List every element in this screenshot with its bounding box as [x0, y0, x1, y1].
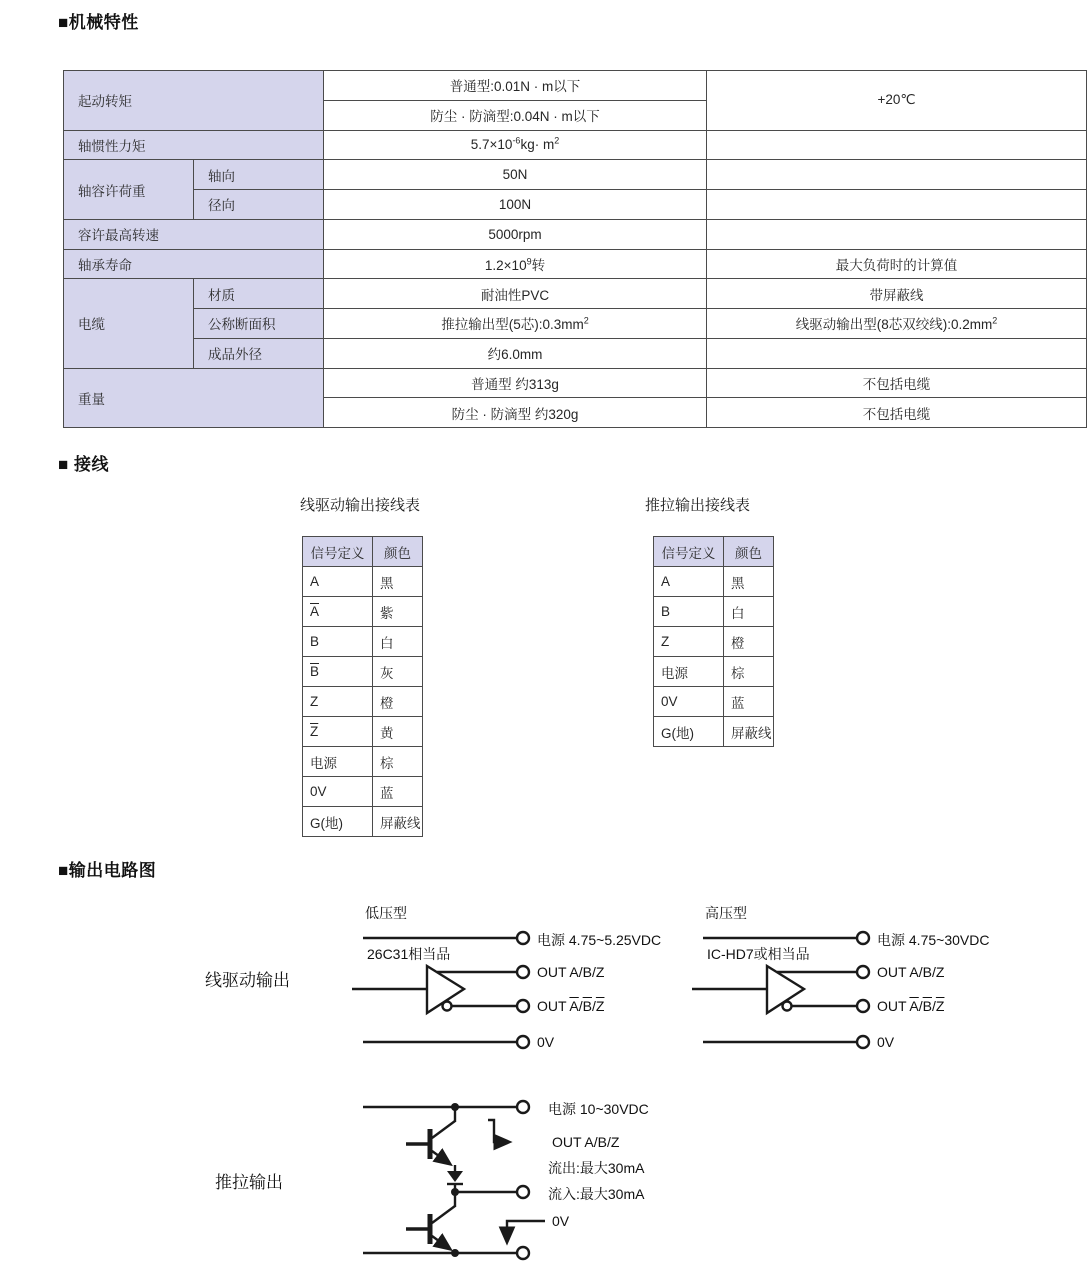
color-cell: 灰 — [373, 657, 423, 687]
sub-label-axial: 轴向 — [194, 160, 324, 190]
line-driver-output-label: 线驱动输出 — [205, 971, 290, 990]
value-base: 1.2×10 — [484, 257, 527, 273]
row-label-shaft-load: 轴容许荷重 — [64, 160, 194, 220]
wiring-section-title: ■ 接线 — [58, 455, 109, 474]
slash: / — [918, 998, 923, 1014]
slash: / — [932, 998, 936, 1014]
color-cell: 蓝 — [373, 777, 423, 807]
signal-text: $\overline{B}$ — [310, 664, 320, 679]
signal-text: A — [310, 574, 320, 589]
value-base: 5.7×10 — [470, 137, 513, 153]
terminal-icon — [857, 1000, 869, 1012]
low-voltage-chip-label: 26C31相当品 — [367, 946, 451, 962]
value-exponent: -6 — [512, 135, 521, 146]
value-unit: kg· m — [520, 137, 555, 153]
color-cell: 屏蔽线 — [724, 717, 774, 747]
terminal-icon — [517, 1186, 529, 1198]
signal-text: B — [310, 634, 320, 649]
value-exponent: 9 — [526, 256, 532, 267]
signal-cell: B — [654, 597, 724, 627]
row-label-inertia: 轴惯性力矩 — [64, 130, 324, 160]
inverter-bubble-icon — [443, 1002, 452, 1011]
high-voltage-zero-label: 0V — [877, 1034, 895, 1050]
weight-normal-note: 不包括电缆 — [707, 368, 1087, 398]
radial-load-value: 100N — [324, 190, 707, 220]
push-pull-power-label: 电源 10~30VDC — [548, 1101, 649, 1117]
value-exponent: 2 — [992, 315, 998, 326]
push-pull-zero-label: 0V — [552, 1213, 570, 1229]
signal-cell: G(地) — [654, 717, 724, 747]
inverter-bubble-icon — [783, 1002, 792, 1011]
sub-label-cross-section: 公称断面积 — [194, 309, 324, 339]
weight-dustproof-value: 防尘 · 防滴型 约320g — [324, 398, 707, 428]
terminal-icon — [517, 932, 529, 944]
starting-torque-note: +20℃ — [707, 71, 1087, 131]
high-voltage-chip-label: IC-HD7或相当品 — [707, 946, 810, 962]
signal-cell: Z — [654, 627, 724, 657]
high-voltage-type-label: 高压型 — [705, 905, 747, 921]
signal-text: 0V — [310, 784, 327, 799]
cable-outer-diameter-value: 约6.0mm — [324, 338, 707, 368]
color-cell: 蓝 — [724, 687, 774, 717]
signal-column-header: 信号定义 — [654, 537, 724, 567]
value-exponent: 2 — [554, 135, 560, 146]
high-voltage-power-label: 电源 4.75~30VDC — [877, 932, 990, 948]
push-pull-sink-current-label: 流入:最大30mA — [548, 1186, 645, 1202]
push-pull-out-label: OUT A/B/Z — [552, 1134, 620, 1150]
signal-column-header: 信号定义 — [303, 537, 373, 567]
out-prefix: OUT — [877, 998, 910, 1014]
signal-cell: 电源 — [654, 657, 724, 687]
mechanical-section-title: ■机械特性 — [58, 13, 139, 32]
out-prefix: OUT — [537, 998, 570, 1014]
row-label-cable: 电缆 — [64, 279, 194, 368]
signal-text: G(地) — [310, 815, 343, 831]
color-cell: 紫 — [373, 597, 423, 627]
low-voltage-type-label: 低压型 — [365, 905, 407, 921]
color-cell: 白 — [724, 597, 774, 627]
row-label-max-speed: 容许最高转速 — [64, 219, 324, 249]
current-out-arrow-icon — [488, 1120, 509, 1142]
junction-dot — [451, 1249, 459, 1257]
terminal-icon — [517, 1000, 529, 1012]
signal-text: 电源 — [310, 755, 337, 771]
diode-icon — [447, 1171, 463, 1184]
cable-material-value: 耐油性PVC — [324, 279, 707, 309]
terminal-icon — [517, 1036, 529, 1048]
low-voltage-out-inverted-label — [537, 998, 604, 1014]
inv-z: $\overline{Z}$ — [935, 998, 945, 1014]
color-cell: 黑 — [373, 567, 423, 597]
low-voltage-zero-label: 0V — [537, 1034, 555, 1050]
push-pull-circuit — [363, 1101, 545, 1259]
push-pull-source-current-label: 流出:最大30mA — [548, 1160, 645, 1176]
color-cell: 屏蔽线 — [373, 807, 423, 837]
inv-z: $\overline{Z}$ — [595, 998, 605, 1014]
cable-material-note: 带屏蔽线 — [707, 279, 1087, 309]
color-cell: 棕 — [373, 747, 423, 777]
bearing-life-note: 最大负荷时的计算值 — [707, 249, 1087, 279]
terminal-icon — [857, 1036, 869, 1048]
push-pull-output-label: 推拉输出 — [215, 1173, 283, 1192]
signal-text: $\overline{A}$ — [310, 604, 320, 619]
color-cell: 棕 — [724, 657, 774, 687]
weight-normal-value: 普通型 约313g — [324, 368, 707, 398]
terminal-icon — [517, 1101, 529, 1113]
upper-transistor-icon — [406, 1121, 455, 1164]
value-base: 线驱动输出型(8芯双绞线):0.2mm — [795, 317, 993, 333]
low-voltage-out-label: OUT A/B/Z — [537, 964, 605, 980]
axial-load-value: 50N — [324, 160, 707, 190]
max-speed-value: 5000rpm — [324, 219, 707, 249]
terminal-icon — [857, 966, 869, 978]
high-voltage-out-label: OUT A/B/Z — [877, 964, 945, 980]
inv-b: $\overline{B}$ — [922, 998, 932, 1014]
signal-text: Z — [310, 694, 319, 709]
push-pull-wiring-title: 推拉输出接线表 — [645, 497, 751, 514]
current-in-arrow-icon — [507, 1221, 545, 1242]
row-label-bearing-life: 轴承寿命 — [64, 249, 324, 279]
color-cell: 黑 — [724, 567, 774, 597]
starting-torque-dustproof-value: 防尘 · 防滴型:0.04N · m以下 — [324, 100, 707, 130]
value-exponent: 2 — [583, 315, 589, 326]
signal-cell: A — [654, 567, 724, 597]
color-cell: 橙 — [724, 627, 774, 657]
sub-label-radial: 径向 — [194, 190, 324, 220]
slash: / — [592, 998, 596, 1014]
inv-b: $\overline{B}$ — [582, 998, 592, 1014]
row-label-weight: 重量 — [64, 368, 324, 428]
color-cell: 白 — [373, 627, 423, 657]
sub-label-outer-diameter: 成品外径 — [194, 338, 324, 368]
lower-transistor-icon — [406, 1206, 455, 1249]
low-voltage-power-label: 电源 4.75~5.25VDC — [537, 932, 662, 948]
starting-torque-normal-value: 普通型:0.01N · m以下 — [324, 71, 707, 101]
inv-a: $\overline{A}$ — [569, 998, 579, 1014]
row-label-starting-torque: 起动转矩 — [64, 71, 324, 131]
weight-dustproof-note: 不包括电缆 — [707, 398, 1087, 428]
output-circuit-section-title: ■输出电路图 — [58, 861, 157, 880]
color-cell: 黄 — [373, 717, 423, 747]
sub-label-material: 材质 — [194, 279, 324, 309]
color-cell: 橙 — [373, 687, 423, 717]
signal-cell: 0V — [654, 687, 724, 717]
slash: / — [578, 998, 583, 1014]
signal-text: $\overline{Z}$ — [310, 724, 319, 739]
high-voltage-out-inverted-label — [877, 998, 944, 1014]
color-column-header: 颜色 — [373, 537, 423, 567]
color-column-header: 颜色 — [724, 537, 774, 567]
terminal-icon — [857, 932, 869, 944]
inv-a: $\overline{A}$ — [909, 998, 919, 1014]
terminal-icon — [517, 966, 529, 978]
line-driver-wiring-title: 线驱动输出接线表 — [300, 497, 421, 514]
value-base: 推拉输出型(5芯):0.3mm — [441, 317, 584, 333]
terminal-icon — [517, 1247, 529, 1259]
value-unit: 转 — [531, 257, 546, 273]
